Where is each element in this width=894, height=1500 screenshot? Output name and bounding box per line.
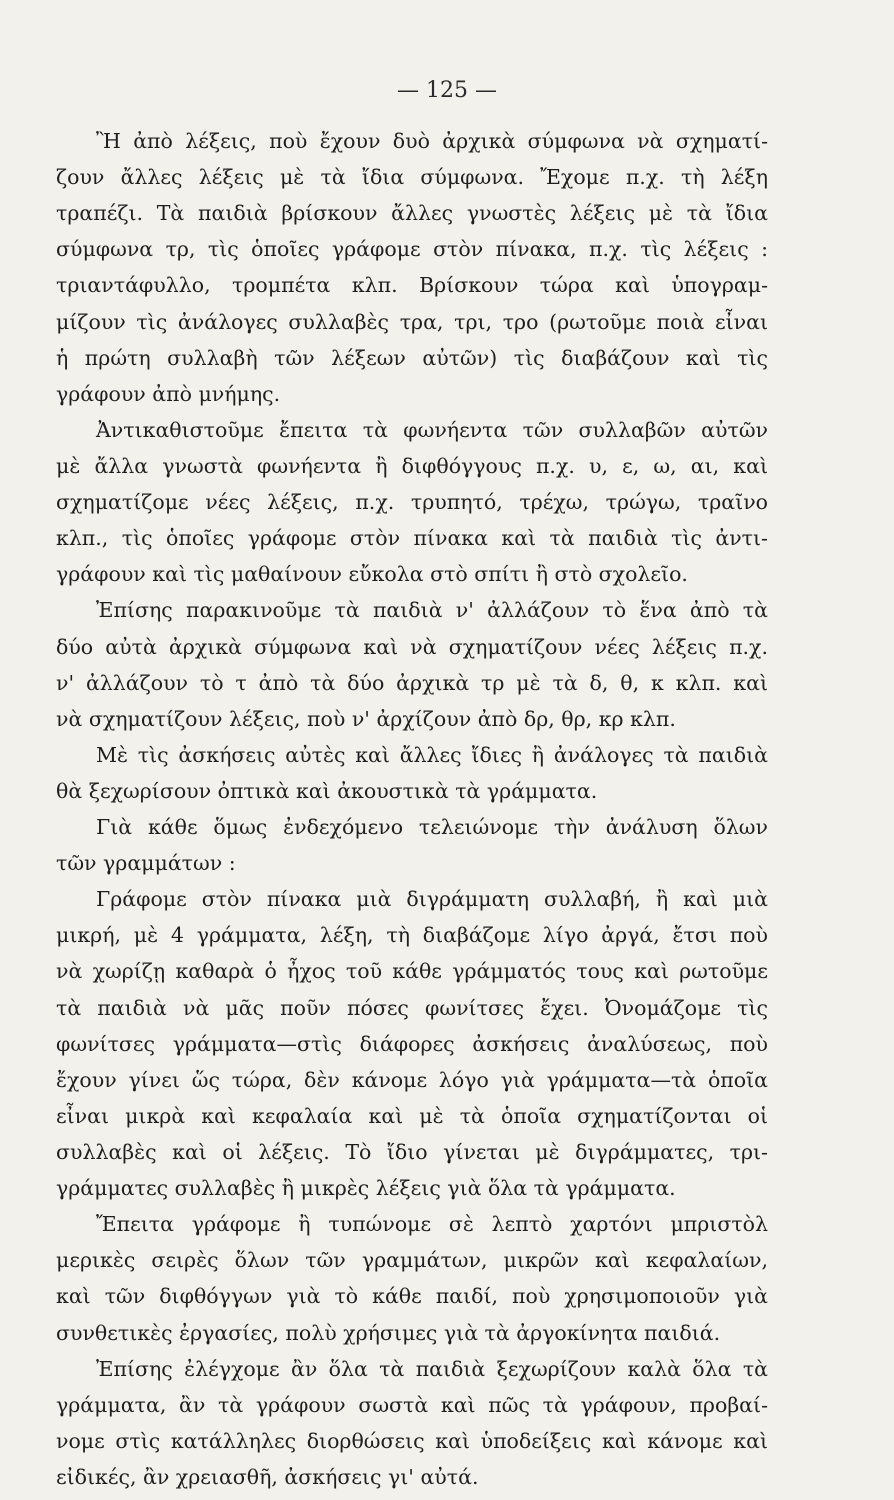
text-line: ν' ἀλλάζουν τὸ τ ἀπὸ τὰ δύο ἀρχικὰ τρ μὲ τὰ δ, θ, κ κλπ. καὶ <box>56 670 768 695</box>
text-line: φωνίτσες γράμματα—στὶς διάφορες ἀσκήσεις ἀναλύσεως, ποὺ <box>56 1031 768 1056</box>
text-line: μικρή, μὲ 4 γράμματα, λέξη, τὴ διαβάζομε λίγο ἀργά, ἔτσι ποὺ <box>56 923 768 948</box>
text-line: δύο αὐτὰ ἀρχικὰ σύμφωνα καὶ νὰ σχηματίζουν νέες λέξεις π.χ. <box>56 634 768 659</box>
text-line: Γιὰ κάθε ὅμως ἐνδεχόμενο τελειώνομε τὴν ἀνάλυση ὅλων <box>96 815 768 840</box>
text-line: μίζουν τὶς ἀνάλογες συλλαβὲς τρα, τρι, τρο (ρωτοῦμε ποιὰ εἶναι <box>56 309 768 334</box>
text-line: γράφουν καὶ τὶς μαθαίνουν εὔκολα στὸ σπίτι ἢ στὸ σχολεῖο. <box>56 562 688 587</box>
text-line: εἶναι μικρὰ καὶ κεφαλαία καὶ μὲ τὰ ὁποῖα σχηματίζονται οἱ <box>56 1103 768 1128</box>
text-line: καὶ τῶν διφθόγγων γιὰ τὸ κάθε παιδί, ποὺ χρησιμοποιοῦν γιὰ <box>56 1284 768 1309</box>
text-line: κλπ., τὶς ὁποῖες γράφομε στὸν πίνακα καὶ τὰ παιδιὰ τὶς ἀντι- <box>56 526 768 551</box>
text-line: τριαντάφυλλο, τρομπέτα κλπ. Βρίσκουν τώρα καὶ ὑπογραμ- <box>56 273 768 298</box>
text-line: τραπέζι. Τὰ παιδιὰ βρίσκουν ἄλλες γνωστὲς λέξεις μὲ τὰ ἴδια <box>56 201 768 226</box>
text-line: Ἐπίσης παρακινοῦμε τὰ παιδιὰ ν' ἀλλάζουν τὸ ἕνα ἀπὸ τὰ <box>96 598 768 623</box>
text-line: σύμφωνα τρ, τὶς ὁποῖες γράφομε στὸν πίνακα, π.χ. τὶς λέξεις : <box>56 237 768 262</box>
text-line: σχηματίζομε νέες λέξεις, π.χ. τρυπητό, τρέχω, τρώγω, τραῖνο <box>56 490 768 515</box>
text-line: τῶν γραμμάτων : <box>56 851 236 876</box>
text-line: νομε στὶς κατάλληλες διορθώσεις καὶ ὑποδείξεις καὶ κάνομε καὶ <box>56 1428 768 1453</box>
page-number: — 125 — <box>397 78 497 103</box>
text-line: εἰδικές, ἂν χρειασθῆ, ἀσκήσεις γι' αὐτά. <box>56 1465 479 1489</box>
text-line: μερικὲς σειρὲς ὅλων τῶν γραμμάτων, μικρῶν καὶ κεφαλαίων, <box>56 1248 768 1273</box>
text-line: ἡ πρώτη συλλαβὴ τῶν λέξεων αὐτῶν) τὶς διαβάζουν καὶ τὶς <box>56 345 768 370</box>
text-line: Γράφομε στὸν πίνακα μιὰ διγράμματη συλλαβή, ἢ καὶ μιὰ <box>96 887 768 912</box>
text-line: νὰ χωρίζῃ καθαρὰ ὁ ἦχος τοῦ κάθε γράμματός τους καὶ ρωτοῦμε <box>56 959 768 984</box>
text-line: ζουν ἄλλες λέξεις μὲ τὰ ἴδια σύμφωνα. Ἔχομε π.χ. τὴ λέξη <box>56 165 768 190</box>
text-line: Ἢ ἀπὸ λέξεις, ποὺ ἔχουν δυὸ ἀρχικὰ σύμφωνα νὰ σχηματί- <box>96 129 768 153</box>
text-line: συλλαβὲς καὶ οἱ λέξεις. Τὸ ἴδιο γίνεται μὲ διγράμματες, τρι- <box>56 1140 768 1165</box>
text-line: γράμματα, ἂν τὰ γράφουν σωστὰ καὶ πῶς τὰ γράφουν, προβαί- <box>56 1392 768 1417</box>
text-line: Ἔπειτα γράφομε ἢ τυπώνομε σὲ λεπτὸ χαρτόνι μπριστὸλ <box>96 1212 768 1237</box>
text-line: γράμματες συλλαβὲς ἢ μικρὲς λέξεις γιὰ ὅλα τὰ γράμματα. <box>56 1176 676 1201</box>
text-line: γράφουν ἀπὸ μνήμης. <box>56 381 281 406</box>
text-line: Ἀντικαθιστοῦμε ἔπειτα τὰ φωνήεντα τῶν συλλαβῶν αὐτῶν <box>96 417 768 442</box>
text-line: Ἐπίσης ἐλέγχομε ἂν ὅλα τὰ παιδιὰ ξεχωρίζουν καλὰ ὅλα τὰ <box>96 1356 768 1381</box>
text-line: νὰ σχηματίζουν λέξεις, ποὺ ν' ἀρχίζουν ἀπὸ δρ, θρ, κρ κλπ. <box>56 706 676 731</box>
text-line: Μὲ τὶς ἀσκήσεις αὐτὲς καὶ ἄλλες ἴδιες ἢ ἀνάλογες τὰ παιδιὰ <box>96 742 768 767</box>
text-line: τὰ παιδιὰ νὰ μᾶς ποῦν πόσες φωνίτσες ἔχει. Ὀνομάζομε τὶς <box>56 995 768 1020</box>
text-line: ἔχουν γίνει ὥς τώρα, δὲν κάνομε λόγο γιὰ γράμματα—τὰ ὁποῖα <box>56 1067 768 1092</box>
text-line: θὰ ξεχωρίσουν ὀπτικὰ καὶ ἀκουστικὰ τὰ γράμματα. <box>56 778 598 803</box>
text-line: μὲ ἄλλα γνωστὰ φωνήεντα ἢ διφθόγγους π.χ. υ, ε, ω, αι, καὶ <box>56 453 768 478</box>
text-line: συνθετικὲς ἐργασίες, πολὺ χρήσιμες γιὰ τὰ ἀργοκίνητα παιδιά. <box>56 1320 721 1345</box>
